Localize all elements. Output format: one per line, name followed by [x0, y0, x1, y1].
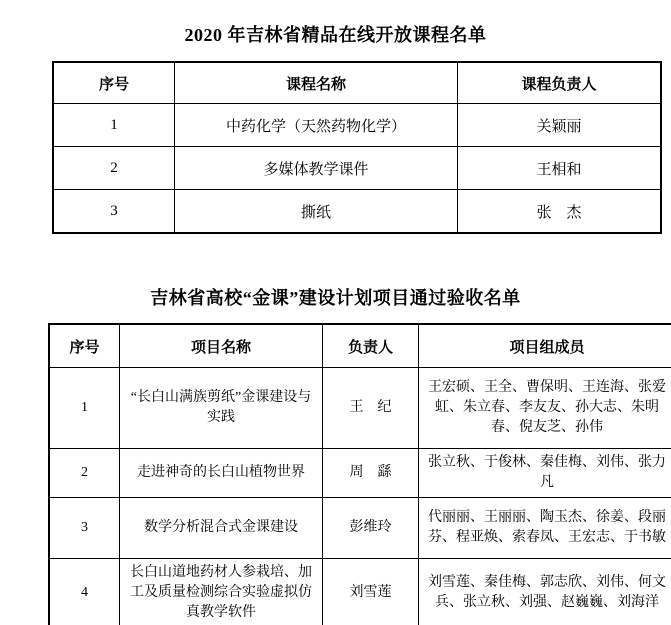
projects-header-members: 项目组成员: [419, 324, 671, 368]
course-name-cell: 撕纸: [175, 190, 458, 234]
projects-header-project: 项目名称: [120, 324, 323, 368]
project-no-cell: 1: [49, 368, 120, 449]
projects-table: [48, 323, 671, 625]
course-name-cell: 中药化学（天然药物化学）: [175, 104, 458, 147]
project-name-cell: 走进神奇的长白山植物世界: [120, 449, 323, 498]
course-leader-cell: 王相和: [458, 147, 662, 190]
project-leader-cell: 周 繇: [323, 449, 419, 498]
project-members-cell: 张立秋、于俊林、秦佳梅、刘伟、张力凡: [419, 449, 671, 498]
course-name-cell: 多媒体教学课件: [175, 147, 458, 190]
projects-header-leader: 负责人: [323, 324, 419, 368]
project-no-cell: 2: [49, 449, 120, 498]
course-row: [53, 104, 661, 147]
projects-header-no: 序号: [49, 324, 120, 368]
project-name-cell: 数学分析混合式金课建设: [120, 498, 323, 559]
project-row: [49, 559, 671, 625]
course-leader-cell: 关颖丽: [458, 104, 662, 147]
course-leader-cell: 张 杰: [458, 190, 662, 234]
courses-header-leader: 课程负责人: [458, 62, 662, 104]
courses-table-title: 2020 年吉林省精品在线开放课程名单: [184, 25, 487, 45]
project-row: [49, 368, 671, 449]
course-row: [53, 147, 661, 190]
project-row: [49, 498, 671, 559]
project-no-cell: 4: [49, 559, 120, 625]
project-name-cell: “长白山满族剪纸”金课建设与实践: [120, 368, 323, 449]
course-no-cell: 1: [53, 104, 175, 147]
project-leader-cell: 刘雪莲: [323, 559, 419, 625]
projects-header-row: [49, 324, 671, 368]
project-members-cell: 王宏硕、王全、曹保明、王连海、张爱虹、朱立春、李友友、孙大志、朱明春、倪友芝、孙伟: [419, 368, 671, 449]
project-no-cell: 3: [49, 498, 120, 559]
courses-header-no: 序号: [53, 62, 175, 104]
course-row: [53, 190, 661, 234]
courses-header-name: 课程名称: [175, 62, 458, 104]
project-leader-cell: 彭维玲: [323, 498, 419, 559]
project-row: [49, 449, 671, 498]
project-leader-cell: 王 纪: [323, 368, 419, 449]
courses-table: [52, 61, 662, 234]
project-members-cell: 代丽丽、王丽丽、陶玉杰、徐姜、段丽芬、程亚焕、索春凤、王宏志、于书敏: [419, 498, 671, 559]
project-members-cell: 刘雪莲、秦佳梅、郭志欣、刘伟、何文兵、张立秋、刘强、赵巍巍、刘海洋: [419, 559, 671, 625]
course-no-cell: 2: [53, 147, 175, 190]
courses-header-row: [53, 62, 661, 104]
course-no-cell: 3: [53, 190, 175, 234]
projects-table-title: 吉林省高校“金课”建设计划项目通过验收名单: [150, 288, 521, 308]
project-name-cell: 长白山道地药材人参栽培、加工及质量检测综合实验虚拟仿真教学软件: [120, 559, 323, 625]
